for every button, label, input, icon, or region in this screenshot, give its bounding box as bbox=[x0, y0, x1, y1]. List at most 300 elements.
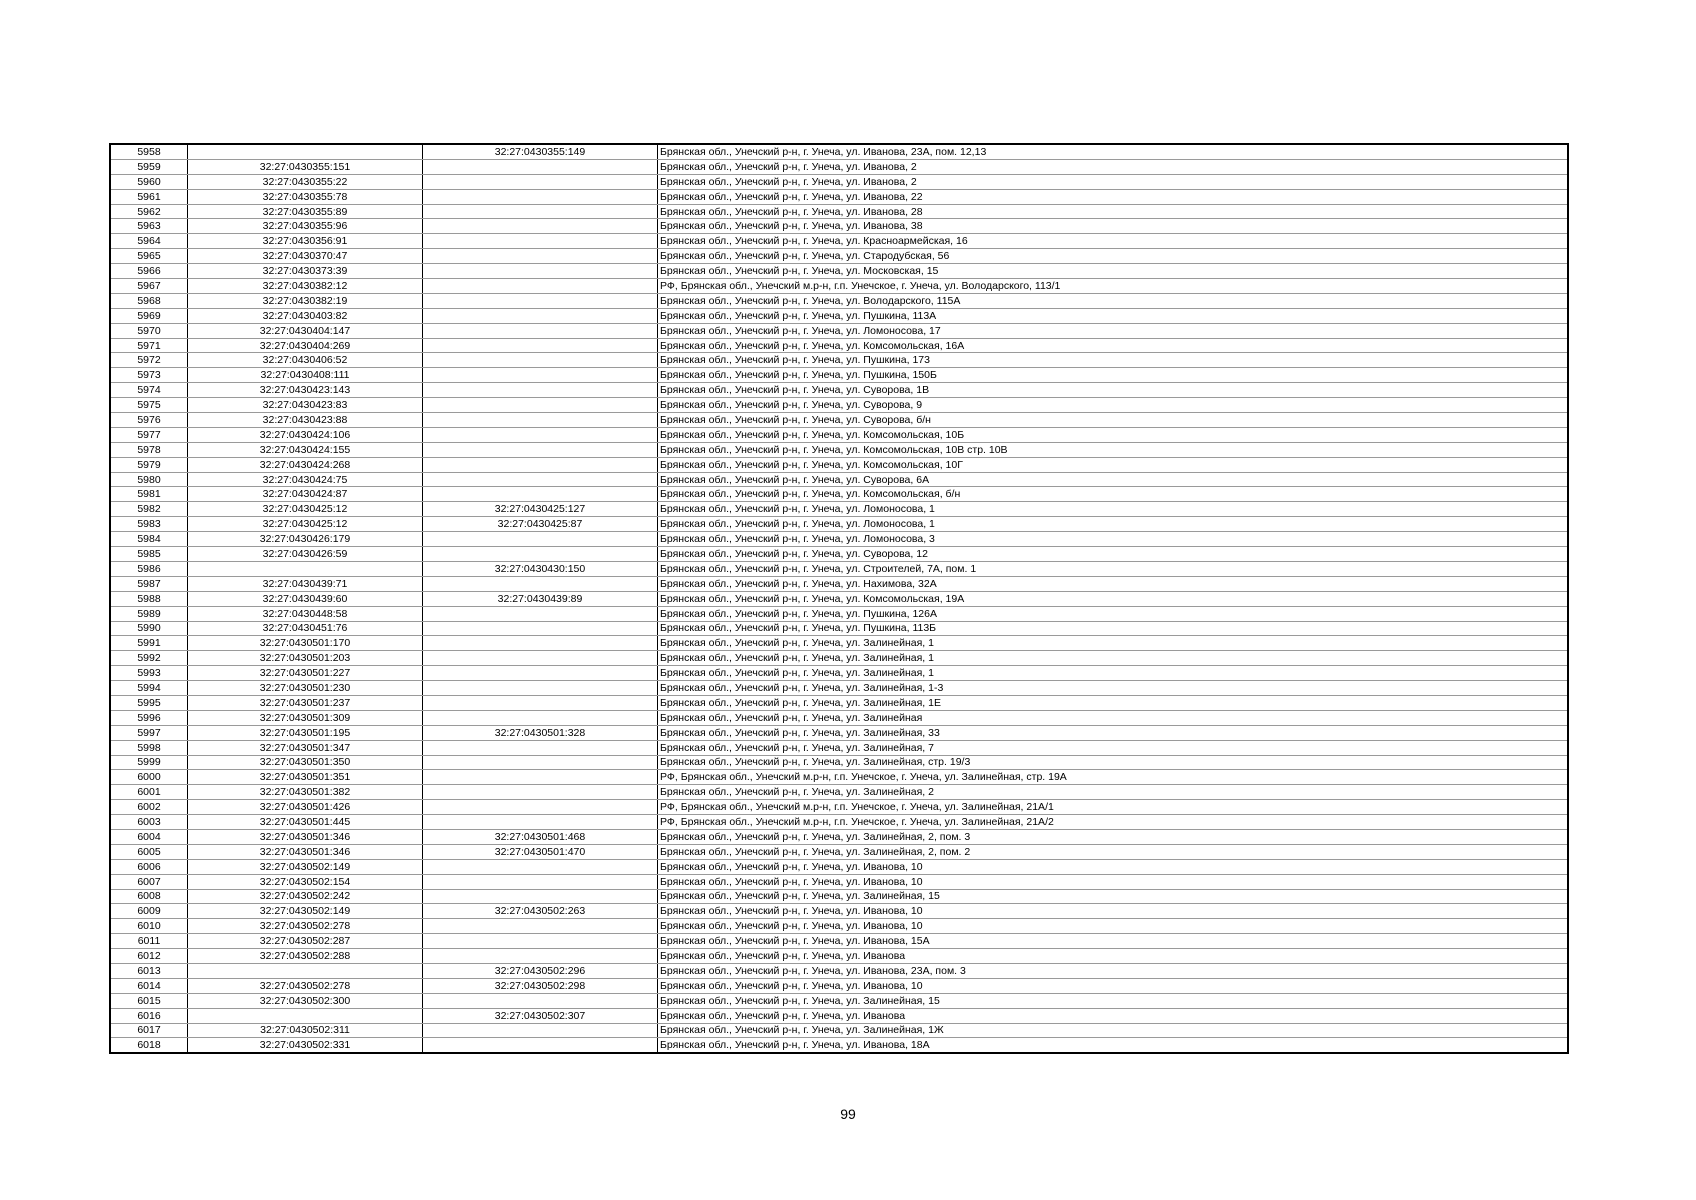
related-cadastral-number-cell bbox=[423, 785, 658, 800]
table-row bbox=[110, 978, 1568, 993]
table-row bbox=[110, 144, 1568, 159]
row-number-cell: 6002 bbox=[110, 800, 188, 815]
row-number-cell: 6009 bbox=[110, 904, 188, 919]
cadastral-number-cell: 32:27:0430502:278 bbox=[188, 919, 423, 934]
cadastral-number-cell: 32:27:0430501:346 bbox=[188, 844, 423, 859]
related-cadastral-number-cell bbox=[423, 249, 658, 264]
related-cadastral-number-cell bbox=[423, 457, 658, 472]
cadastral-number-cell bbox=[188, 963, 423, 978]
related-cadastral-number-cell: 32:27:0430425:127 bbox=[423, 502, 658, 517]
related-cadastral-number-cell bbox=[423, 815, 658, 830]
cadastral-number-cell: 32:27:0430424:268 bbox=[188, 457, 423, 472]
row-number-cell: 5996 bbox=[110, 710, 188, 725]
row-number-cell: 5968 bbox=[110, 293, 188, 308]
related-cadastral-number-cell bbox=[423, 442, 658, 457]
related-cadastral-number-cell bbox=[423, 993, 658, 1008]
related-cadastral-number-cell bbox=[423, 770, 658, 785]
related-cadastral-number-cell bbox=[423, 413, 658, 428]
related-cadastral-number-cell bbox=[423, 293, 658, 308]
table-row bbox=[110, 666, 1568, 681]
related-cadastral-number-cell bbox=[423, 308, 658, 323]
related-cadastral-number-cell bbox=[423, 279, 658, 294]
table-row bbox=[110, 353, 1568, 368]
related-cadastral-number-cell: 32:27:0430501:468 bbox=[423, 829, 658, 844]
row-number-cell: 6001 bbox=[110, 785, 188, 800]
table-row bbox=[110, 993, 1568, 1008]
table-row bbox=[110, 829, 1568, 844]
cadastral-number-cell: 32:27:0430403:82 bbox=[188, 308, 423, 323]
table-row bbox=[110, 681, 1568, 696]
related-cadastral-number-cell bbox=[423, 398, 658, 413]
cadastral-number-cell: 32:27:0430425:12 bbox=[188, 502, 423, 517]
related-cadastral-number-cell: 32:27:0430501:470 bbox=[423, 844, 658, 859]
address-cell: Брянская обл., Унечский р-н, г. Унеча, ул. Иванова, 38 bbox=[658, 219, 1569, 234]
address-cell: Брянская обл., Унечский р-н, г. Унеча, ул. Иванова, 15А bbox=[658, 934, 1569, 949]
address-cell: Брянская обл., Унечский р-н, г. Унеча, ул. Иванова, 10 bbox=[658, 978, 1569, 993]
table-row bbox=[110, 859, 1568, 874]
row-number-cell: 5961 bbox=[110, 189, 188, 204]
row-number-cell: 5982 bbox=[110, 502, 188, 517]
cadastral-number-cell: 32:27:0430424:106 bbox=[188, 427, 423, 442]
cadastral-number-cell: 32:27:0430451:76 bbox=[188, 621, 423, 636]
related-cadastral-number-cell bbox=[423, 949, 658, 964]
cadastral-number-cell: 32:27:0430424:155 bbox=[188, 442, 423, 457]
related-cadastral-number-cell bbox=[423, 606, 658, 621]
related-cadastral-number-cell bbox=[423, 740, 658, 755]
address-cell: Брянская обл., Унечский р-н, г. Унеча, ул. Залинейная, 2, пом. 3 bbox=[658, 829, 1569, 844]
cadastral-number-cell: 32:27:0430502:287 bbox=[188, 934, 423, 949]
address-cell: Брянская обл., Унечский р-н, г. Унеча, ул. Иванова, 10 bbox=[658, 874, 1569, 889]
row-number-cell: 5974 bbox=[110, 383, 188, 398]
cadastral-number-cell: 32:27:0430355:78 bbox=[188, 189, 423, 204]
row-number-cell: 5995 bbox=[110, 695, 188, 710]
cadastral-number-cell: 32:27:0430501:445 bbox=[188, 815, 423, 830]
table-row bbox=[110, 472, 1568, 487]
address-cell: Брянская обл., Унечский р-н, г. Унеча, ул. Залинейная bbox=[658, 710, 1569, 725]
table-row bbox=[110, 963, 1568, 978]
table-row bbox=[110, 949, 1568, 964]
related-cadastral-number-cell bbox=[423, 547, 658, 562]
cadastral-number-cell: 32:27:0430355:151 bbox=[188, 159, 423, 174]
row-number-cell: 5985 bbox=[110, 547, 188, 562]
table-row bbox=[110, 576, 1568, 591]
row-number-cell: 6005 bbox=[110, 844, 188, 859]
related-cadastral-number-cell bbox=[423, 576, 658, 591]
related-cadastral-number-cell bbox=[423, 472, 658, 487]
table-row bbox=[110, 532, 1568, 547]
row-number-cell: 5983 bbox=[110, 517, 188, 532]
table-row bbox=[110, 442, 1568, 457]
table-row bbox=[110, 755, 1568, 770]
row-number-cell: 6010 bbox=[110, 919, 188, 934]
row-number-cell: 6017 bbox=[110, 1023, 188, 1038]
related-cadastral-number-cell bbox=[423, 264, 658, 279]
row-number-cell: 5969 bbox=[110, 308, 188, 323]
related-cadastral-number-cell bbox=[423, 919, 658, 934]
table-row bbox=[110, 368, 1568, 383]
table-row bbox=[110, 383, 1568, 398]
table-row bbox=[110, 800, 1568, 815]
related-cadastral-number-cell bbox=[423, 487, 658, 502]
row-number-cell: 5970 bbox=[110, 323, 188, 338]
table-row bbox=[110, 1038, 1568, 1053]
row-number-cell: 5960 bbox=[110, 174, 188, 189]
cadastral-number-cell: 32:27:0430501:170 bbox=[188, 636, 423, 651]
row-number-cell: 5994 bbox=[110, 681, 188, 696]
property-registry-table bbox=[109, 143, 1569, 1054]
row-number-cell: 6008 bbox=[110, 889, 188, 904]
address-cell: Брянская обл., Унечский р-н, г. Унеча, ул. Залинейная, 1Ж bbox=[658, 1023, 1569, 1038]
row-number-cell: 5999 bbox=[110, 755, 188, 770]
address-cell: Брянская обл., Унечский р-н, г. Унеча, ул. Московская, 15 bbox=[658, 264, 1569, 279]
related-cadastral-number-cell bbox=[423, 1023, 658, 1038]
row-number-cell: 5989 bbox=[110, 606, 188, 621]
cadastral-number-cell: 32:27:0430425:12 bbox=[188, 517, 423, 532]
cadastral-number-cell: 32:27:0430502:242 bbox=[188, 889, 423, 904]
row-number-cell: 6006 bbox=[110, 859, 188, 874]
address-cell: Брянская обл., Унечский р-н, г. Унеча, ул. Володарского, 115А bbox=[658, 293, 1569, 308]
related-cadastral-number-cell bbox=[423, 338, 658, 353]
address-cell: Брянская обл., Унечский р-н, г. Унеча, ул. Иванова, 10 bbox=[658, 904, 1569, 919]
address-cell: Брянская обл., Унечский р-н, г. Унеча, ул. Комсомольская, 19А bbox=[658, 591, 1569, 606]
row-number-cell: 5993 bbox=[110, 666, 188, 681]
related-cadastral-number-cell bbox=[423, 695, 658, 710]
page-number: 99 bbox=[840, 1106, 856, 1122]
table-row bbox=[110, 934, 1568, 949]
address-cell: Брянская обл., Унечский р-н, г. Унеча, ул. Залинейная, 2 bbox=[658, 785, 1569, 800]
table-row bbox=[110, 234, 1568, 249]
cadastral-number-cell: 32:27:0430501:350 bbox=[188, 755, 423, 770]
table-row bbox=[110, 547, 1568, 562]
address-cell: Брянская обл., Унечский р-н, г. Унеча, ул. Иванова, 10 bbox=[658, 919, 1569, 934]
row-number-cell: 6004 bbox=[110, 829, 188, 844]
address-cell: Брянская обл., Унечский р-н, г. Унеча, ул. Залинейная, 2, пом. 2 bbox=[658, 844, 1569, 859]
cadastral-number-cell: 32:27:0430501:382 bbox=[188, 785, 423, 800]
cadastral-number-cell: 32:27:0430501:230 bbox=[188, 681, 423, 696]
address-cell: Брянская обл., Унечский р-н, г. Унеча, ул. Иванова, 28 bbox=[658, 204, 1569, 219]
registry-table-body bbox=[110, 144, 1568, 1053]
cadastral-number-cell: 32:27:0430501:426 bbox=[188, 800, 423, 815]
address-cell: Брянская обл., Унечский р-н, г. Унеча, ул. Пушкина, 126А bbox=[658, 606, 1569, 621]
row-number-cell: 5963 bbox=[110, 219, 188, 234]
table-row bbox=[110, 919, 1568, 934]
row-number-cell: 5958 bbox=[110, 144, 188, 159]
cadastral-number-cell: 32:27:0430501:195 bbox=[188, 725, 423, 740]
table-row bbox=[110, 636, 1568, 651]
address-cell: Брянская обл., Унечский р-н, г. Унеча, ул. Пушкина, 150Б bbox=[658, 368, 1569, 383]
address-cell: Брянская обл., Унечский р-н, г. Унеча, ул. Залинейная, 1 bbox=[658, 651, 1569, 666]
cadastral-number-cell: 32:27:0430408:111 bbox=[188, 368, 423, 383]
address-cell: РФ, Брянская обл., Унечский м.р-н, г.п. Унечское, г. Унеча, ул. Володарского, 113/1 bbox=[658, 279, 1569, 294]
related-cadastral-number-cell bbox=[423, 532, 658, 547]
row-number-cell: 5971 bbox=[110, 338, 188, 353]
table-row bbox=[110, 249, 1568, 264]
row-number-cell: 5987 bbox=[110, 576, 188, 591]
row-number-cell: 5965 bbox=[110, 249, 188, 264]
address-cell: Брянская обл., Унечский р-н, г. Унеча, ул. Суворова, 9 bbox=[658, 398, 1569, 413]
row-number-cell: 5980 bbox=[110, 472, 188, 487]
cadastral-number-cell: 32:27:0430355:22 bbox=[188, 174, 423, 189]
cadastral-number-cell: 32:27:0430426:59 bbox=[188, 547, 423, 562]
address-cell: Брянская обл., Унечский р-н, г. Унеча, ул. Залинейная, 1-3 bbox=[658, 681, 1569, 696]
cadastral-number-cell: 32:27:0430424:75 bbox=[188, 472, 423, 487]
table-row bbox=[110, 785, 1568, 800]
table-row bbox=[110, 323, 1568, 338]
cadastral-number-cell: 32:27:0430439:60 bbox=[188, 591, 423, 606]
related-cadastral-number-cell: 32:27:0430502:296 bbox=[423, 963, 658, 978]
cadastral-number-cell: 32:27:0430355:89 bbox=[188, 204, 423, 219]
address-cell: Брянская обл., Унечский р-н, г. Унеча, ул. Иванова, 23А, пом. 3 bbox=[658, 963, 1569, 978]
cadastral-number-cell: 32:27:0430355:96 bbox=[188, 219, 423, 234]
cadastral-number-cell: 32:27:0430501:309 bbox=[188, 710, 423, 725]
table-row bbox=[110, 487, 1568, 502]
related-cadastral-number-cell bbox=[423, 368, 658, 383]
related-cadastral-number-cell: 32:27:0430502:307 bbox=[423, 1008, 658, 1023]
related-cadastral-number-cell bbox=[423, 323, 658, 338]
row-number-cell: 5998 bbox=[110, 740, 188, 755]
address-cell: Брянская обл., Унечский р-н, г. Унеча, ул. Комсомольская, 10Б bbox=[658, 427, 1569, 442]
address-cell: Брянская обл., Унечский р-н, г. Унеча, ул. Суворова, 12 bbox=[658, 547, 1569, 562]
table-row bbox=[110, 159, 1568, 174]
cadastral-number-cell bbox=[188, 144, 423, 159]
related-cadastral-number-cell bbox=[423, 159, 658, 174]
row-number-cell: 5966 bbox=[110, 264, 188, 279]
cadastral-number-cell: 32:27:0430423:83 bbox=[188, 398, 423, 413]
related-cadastral-number-cell bbox=[423, 427, 658, 442]
table-row bbox=[110, 517, 1568, 532]
cadastral-number-cell: 32:27:0430502:149 bbox=[188, 859, 423, 874]
row-number-cell: 5990 bbox=[110, 621, 188, 636]
table-row bbox=[110, 710, 1568, 725]
related-cadastral-number-cell bbox=[423, 755, 658, 770]
row-number-cell: 5967 bbox=[110, 279, 188, 294]
table-row bbox=[110, 561, 1568, 576]
address-cell: Брянская обл., Унечский р-н, г. Унеча, ул. Красноармейская, 16 bbox=[658, 234, 1569, 249]
address-cell: Брянская обл., Унечский р-н, г. Унеча, ул. Залинейная, 1 bbox=[658, 666, 1569, 681]
address-cell: Брянская обл., Унечский р-н, г. Унеча, ул. Суворова, 6А bbox=[658, 472, 1569, 487]
row-number-cell: 5973 bbox=[110, 368, 188, 383]
address-cell: Брянская обл., Унечский р-н, г. Унеча, ул. Иванова bbox=[658, 949, 1569, 964]
address-cell: РФ, Брянская обл., Унечский м.р-н, г.п. Унечское, г. Унеча, ул. Залинейная, стр. 19А bbox=[658, 770, 1569, 785]
address-cell: Брянская обл., Унечский р-н, г. Унеча, ул. Залинейная, стр. 19/3 bbox=[658, 755, 1569, 770]
table-row bbox=[110, 338, 1568, 353]
table-row bbox=[110, 204, 1568, 219]
row-number-cell: 6000 bbox=[110, 770, 188, 785]
row-number-cell: 6014 bbox=[110, 978, 188, 993]
row-number-cell: 6018 bbox=[110, 1038, 188, 1053]
related-cadastral-number-cell bbox=[423, 710, 658, 725]
address-cell: Брянская обл., Унечский р-н, г. Унеча, ул. Иванова bbox=[658, 1008, 1569, 1023]
related-cadastral-number-cell bbox=[423, 219, 658, 234]
address-cell: Брянская обл., Унечский р-н, г. Унеча, ул. Комсомольская, 10В стр. 10В bbox=[658, 442, 1569, 457]
table-row bbox=[110, 1008, 1568, 1023]
table-row bbox=[110, 874, 1568, 889]
address-cell: Брянская обл., Унечский р-н, г. Унеча, ул. Иванова, 2 bbox=[658, 174, 1569, 189]
cadastral-number-cell bbox=[188, 561, 423, 576]
address-cell: Брянская обл., Унечский р-н, г. Унеча, ул. Комсомольская, 10Г bbox=[658, 457, 1569, 472]
table-row bbox=[110, 219, 1568, 234]
cadastral-number-cell: 32:27:0430501:351 bbox=[188, 770, 423, 785]
table-row bbox=[110, 264, 1568, 279]
cadastral-number-cell: 32:27:0430502:278 bbox=[188, 978, 423, 993]
cadastral-number-cell: 32:27:0430501:237 bbox=[188, 695, 423, 710]
table-row bbox=[110, 502, 1568, 517]
table-row bbox=[110, 606, 1568, 621]
table-row bbox=[110, 904, 1568, 919]
related-cadastral-number-cell: 32:27:0430425:87 bbox=[423, 517, 658, 532]
address-cell: Брянская обл., Унечский р-н, г. Унеча, ул. Залинейная, 33 bbox=[658, 725, 1569, 740]
row-number-cell: 6016 bbox=[110, 1008, 188, 1023]
related-cadastral-number-cell bbox=[423, 800, 658, 815]
row-number-cell: 5986 bbox=[110, 561, 188, 576]
table-row bbox=[110, 189, 1568, 204]
related-cadastral-number-cell: 32:27:0430502:263 bbox=[423, 904, 658, 919]
row-number-cell: 5988 bbox=[110, 591, 188, 606]
cadastral-number-cell: 32:27:0430502:300 bbox=[188, 993, 423, 1008]
table-row bbox=[110, 770, 1568, 785]
cadastral-number-cell: 32:27:0430502:154 bbox=[188, 874, 423, 889]
row-number-cell: 5976 bbox=[110, 413, 188, 428]
cadastral-number-cell: 32:27:0430423:88 bbox=[188, 413, 423, 428]
related-cadastral-number-cell bbox=[423, 666, 658, 681]
cadastral-number-cell: 32:27:0430382:12 bbox=[188, 279, 423, 294]
related-cadastral-number-cell bbox=[423, 353, 658, 368]
row-number-cell: 5978 bbox=[110, 442, 188, 457]
address-cell: Брянская обл., Унечский р-н, г. Унеча, ул. Залинейная, 1Е bbox=[658, 695, 1569, 710]
row-number-cell: 5984 bbox=[110, 532, 188, 547]
related-cadastral-number-cell: 32:27:0430430:150 bbox=[423, 561, 658, 576]
row-number-cell: 6015 bbox=[110, 993, 188, 1008]
related-cadastral-number-cell bbox=[423, 681, 658, 696]
cadastral-number-cell: 32:27:0430356:91 bbox=[188, 234, 423, 249]
cadastral-number-cell: 32:27:0430404:147 bbox=[188, 323, 423, 338]
related-cadastral-number-cell bbox=[423, 621, 658, 636]
address-cell: Брянская обл., Унечский р-н, г. Унеча, ул. Стародубская, 56 bbox=[658, 249, 1569, 264]
cadastral-number-cell: 32:27:0430502:288 bbox=[188, 949, 423, 964]
row-number-cell: 5991 bbox=[110, 636, 188, 651]
related-cadastral-number-cell bbox=[423, 204, 658, 219]
related-cadastral-number-cell bbox=[423, 934, 658, 949]
address-cell: Брянская обл., Унечский р-н, г. Унеча, ул. Залинейная, 15 bbox=[658, 993, 1569, 1008]
table-row bbox=[110, 815, 1568, 830]
address-cell: Брянская обл., Унечский р-н, г. Унеча, ул. Ломоносова, 1 bbox=[658, 517, 1569, 532]
related-cadastral-number-cell bbox=[423, 651, 658, 666]
related-cadastral-number-cell bbox=[423, 1038, 658, 1053]
cadastral-number-cell bbox=[188, 1008, 423, 1023]
cadastral-number-cell: 32:27:0430501:227 bbox=[188, 666, 423, 681]
cadastral-number-cell: 32:27:0430423:143 bbox=[188, 383, 423, 398]
related-cadastral-number-cell bbox=[423, 636, 658, 651]
cadastral-number-cell: 32:27:0430501:203 bbox=[188, 651, 423, 666]
row-number-cell: 6011 bbox=[110, 934, 188, 949]
related-cadastral-number-cell bbox=[423, 174, 658, 189]
address-cell: Брянская обл., Унечский р-н, г. Унеча, ул. Пушкина, 113Б bbox=[658, 621, 1569, 636]
table-row bbox=[110, 457, 1568, 472]
address-cell: Брянская обл., Унечский р-н, г. Унеча, ул. Комсомольская, 16А bbox=[658, 338, 1569, 353]
related-cadastral-number-cell bbox=[423, 234, 658, 249]
address-cell: Брянская обл., Унечский р-н, г. Унеча, ул. Залинейная, 7 bbox=[658, 740, 1569, 755]
row-number-cell: 5972 bbox=[110, 353, 188, 368]
address-cell: Брянская обл., Унечский р-н, г. Унеча, ул. Иванова, 22 bbox=[658, 189, 1569, 204]
address-cell: Брянская обл., Унечский р-н, г. Унеча, ул. Иванова, 10 bbox=[658, 859, 1569, 874]
table-row bbox=[110, 740, 1568, 755]
row-number-cell: 5977 bbox=[110, 427, 188, 442]
cadastral-number-cell: 32:27:0430448:58 bbox=[188, 606, 423, 621]
address-cell: Брянская обл., Унечский р-н, г. Унеча, ул. Иванова, 2 bbox=[658, 159, 1569, 174]
cadastral-number-cell: 32:27:0430382:19 bbox=[188, 293, 423, 308]
address-cell: Брянская обл., Унечский р-н, г. Унеча, ул. Ломоносова, 3 bbox=[658, 532, 1569, 547]
row-number-cell: 5964 bbox=[110, 234, 188, 249]
row-number-cell: 5975 bbox=[110, 398, 188, 413]
row-number-cell: 6003 bbox=[110, 815, 188, 830]
cadastral-number-cell: 32:27:0430404:269 bbox=[188, 338, 423, 353]
related-cadastral-number-cell: 32:27:0430355:149 bbox=[423, 144, 658, 159]
address-cell: Брянская обл., Унечский р-н, г. Унеча, ул. Суворова, б/н bbox=[658, 413, 1569, 428]
address-cell: Брянская обл., Унечский р-н, г. Унеча, ул. Залинейная, 15 bbox=[658, 889, 1569, 904]
row-number-cell: 5979 bbox=[110, 457, 188, 472]
cadastral-number-cell: 32:27:0430424:87 bbox=[188, 487, 423, 502]
cadastral-number-cell: 32:27:0430426:179 bbox=[188, 532, 423, 547]
address-cell: Брянская обл., Унечский р-н, г. Унеча, ул. Залинейная, 1 bbox=[658, 636, 1569, 651]
table-row bbox=[110, 621, 1568, 636]
row-number-cell: 6013 bbox=[110, 963, 188, 978]
cadastral-number-cell: 32:27:0430502:311 bbox=[188, 1023, 423, 1038]
address-cell: Брянская обл., Унечский р-н, г. Унеча, ул. Ломоносова, 17 bbox=[658, 323, 1569, 338]
cadastral-number-cell: 32:27:0430502:331 bbox=[188, 1038, 423, 1053]
address-cell: РФ, Брянская обл., Унечский м.р-н, г.п. Унечское, г. Унеча, ул. Залинейная, 21А/1 bbox=[658, 800, 1569, 815]
table-row bbox=[110, 1023, 1568, 1038]
row-number-cell: 5981 bbox=[110, 487, 188, 502]
table-row bbox=[110, 591, 1568, 606]
cadastral-number-cell: 32:27:0430370:47 bbox=[188, 249, 423, 264]
table-row bbox=[110, 308, 1568, 323]
related-cadastral-number-cell bbox=[423, 859, 658, 874]
table-row bbox=[110, 889, 1568, 904]
address-cell: Брянская обл., Унечский р-н, г. Унеча, ул. Строителей, 7А, пом. 1 bbox=[658, 561, 1569, 576]
address-cell: Брянская обл., Унечский р-н, г. Унеча, ул. Иванова, 18А bbox=[658, 1038, 1569, 1053]
table-row bbox=[110, 844, 1568, 859]
related-cadastral-number-cell: 32:27:0430439:89 bbox=[423, 591, 658, 606]
related-cadastral-number-cell bbox=[423, 383, 658, 398]
related-cadastral-number-cell bbox=[423, 874, 658, 889]
table-row bbox=[110, 398, 1568, 413]
related-cadastral-number-cell bbox=[423, 889, 658, 904]
address-cell: Брянская обл., Унечский р-н, г. Унеча, ул. Комсомольская, б/н bbox=[658, 487, 1569, 502]
cadastral-number-cell: 32:27:0430406:52 bbox=[188, 353, 423, 368]
related-cadastral-number-cell bbox=[423, 189, 658, 204]
cadastral-number-cell: 32:27:0430439:71 bbox=[188, 576, 423, 591]
row-number-cell: 6007 bbox=[110, 874, 188, 889]
row-number-cell: 5959 bbox=[110, 159, 188, 174]
table-row bbox=[110, 725, 1568, 740]
row-number-cell: 6012 bbox=[110, 949, 188, 964]
cadastral-number-cell: 32:27:0430502:149 bbox=[188, 904, 423, 919]
row-number-cell: 5992 bbox=[110, 651, 188, 666]
table-row bbox=[110, 413, 1568, 428]
related-cadastral-number-cell: 32:27:0430501:328 bbox=[423, 725, 658, 740]
row-number-cell: 5997 bbox=[110, 725, 188, 740]
address-cell: Брянская обл., Унечский р-н, г. Унеча, ул. Ломоносова, 1 bbox=[658, 502, 1569, 517]
table-row bbox=[110, 695, 1568, 710]
related-cadastral-number-cell: 32:27:0430502:298 bbox=[423, 978, 658, 993]
row-number-cell: 5962 bbox=[110, 204, 188, 219]
address-cell: Брянская обл., Унечский р-н, г. Унеча, ул. Иванова, 23А, пом. 12,13 bbox=[658, 144, 1569, 159]
address-cell: Брянская обл., Унечский р-н, г. Унеча, ул. Нахимова, 32А bbox=[658, 576, 1569, 591]
cadastral-number-cell: 32:27:0430501:347 bbox=[188, 740, 423, 755]
table-row bbox=[110, 174, 1568, 189]
address-cell: Брянская обл., Унечский р-н, г. Унеча, ул. Пушкина, 113А bbox=[658, 308, 1569, 323]
table-row bbox=[110, 293, 1568, 308]
